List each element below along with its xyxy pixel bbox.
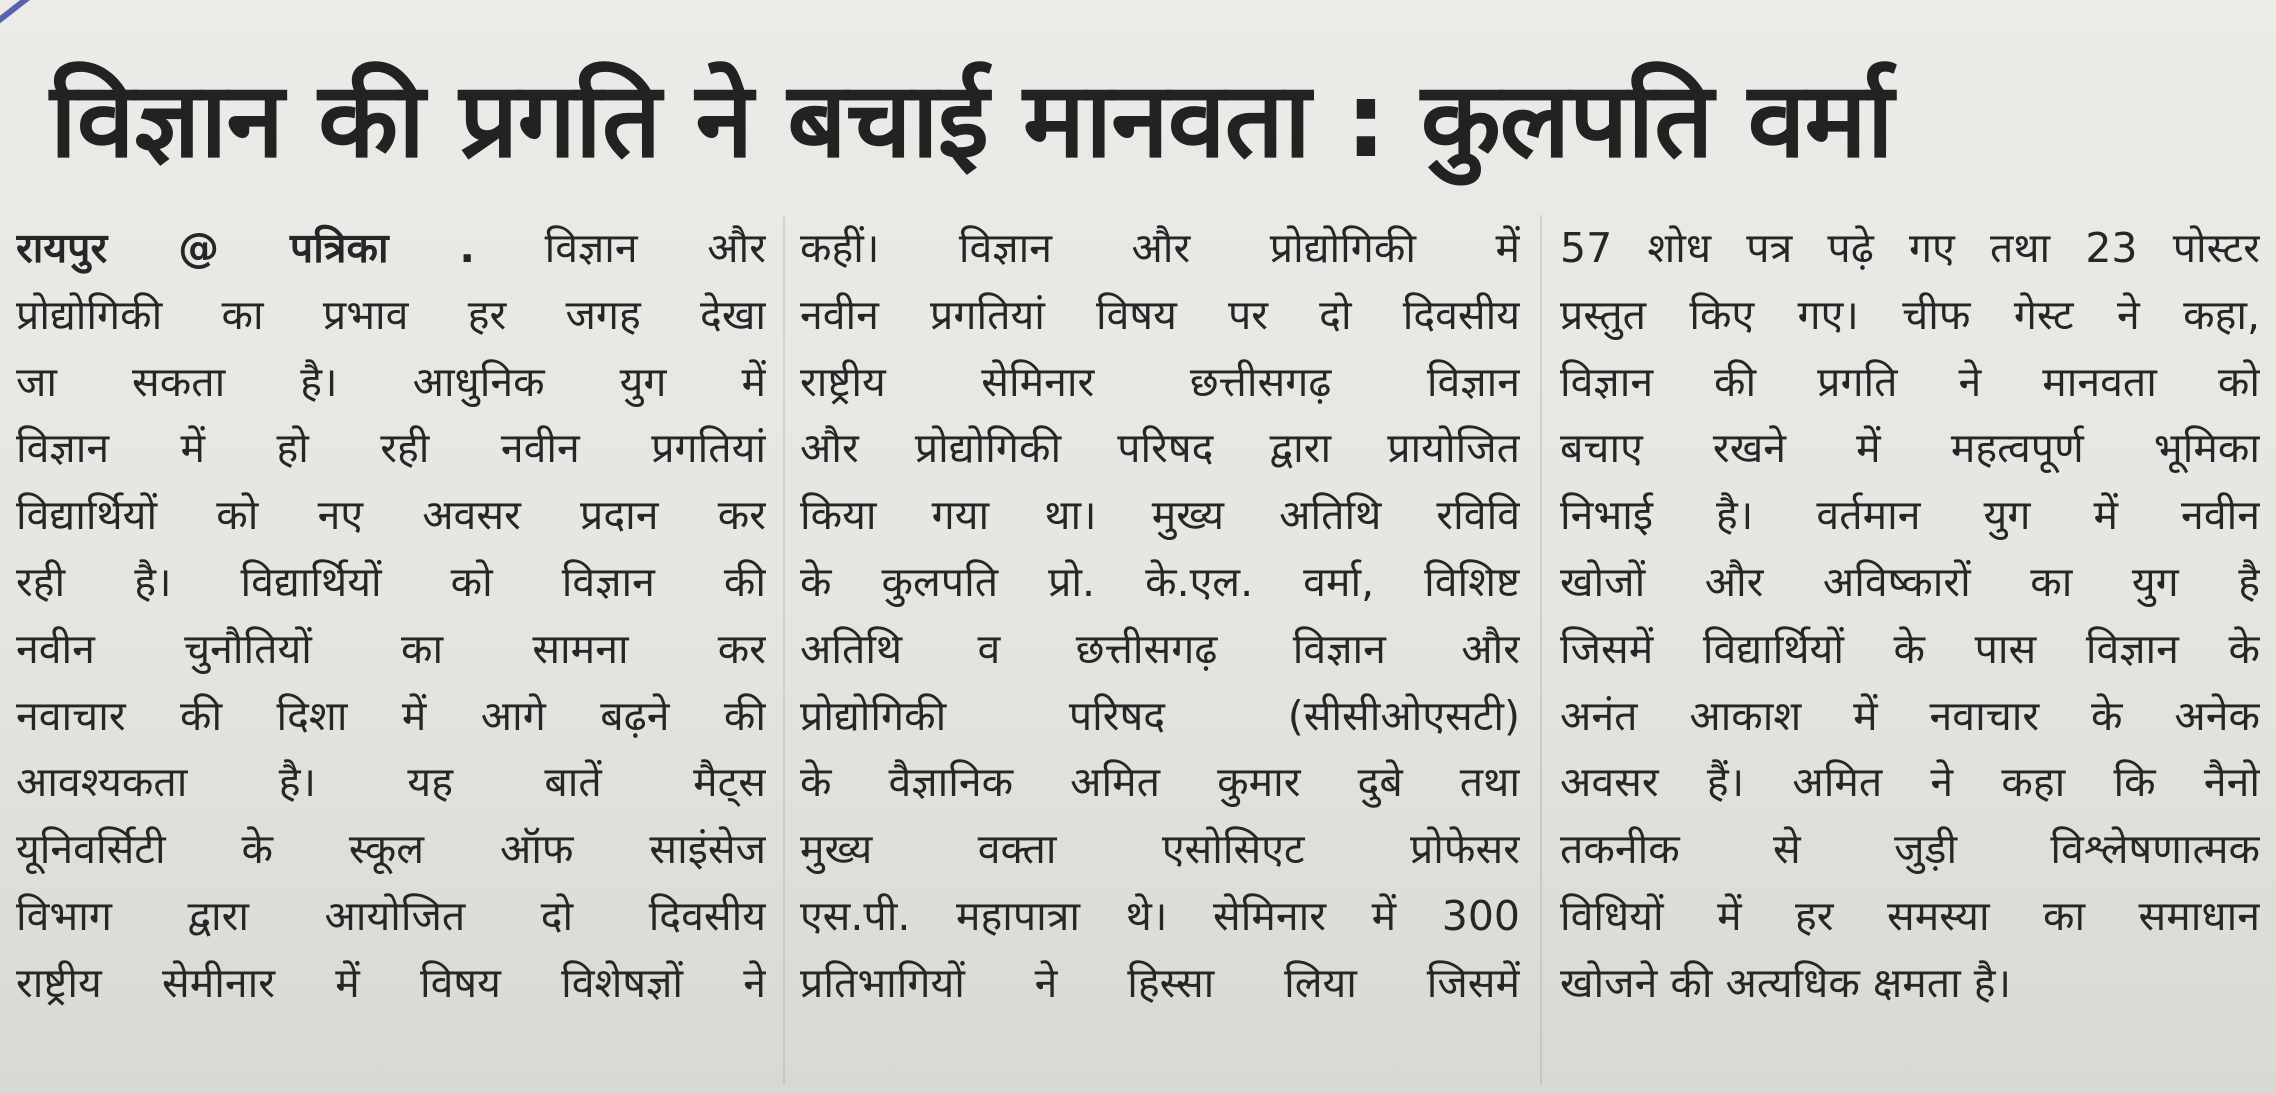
column-line: मुख्य वक्ता एसोसिएट प्रोफेसर bbox=[800, 825, 1520, 874]
column-line: जिसमें विद्यार्थियों के पास विज्ञान के bbox=[1560, 624, 2260, 673]
column-line: 57 शोध पत्र पढ़े गए तथा 23 पोस्टर bbox=[1560, 224, 2260, 272]
column-line bbox=[16, 215, 766, 282]
column-line: राष्ट्रीय सेमिनार छत्तीसगढ़ विज्ञान bbox=[800, 357, 1520, 406]
column-line-text: विज्ञान और bbox=[474, 224, 766, 272]
article-column-3 bbox=[1560, 215, 2260, 1085]
column-line: और प्रोद्योगिकी परिषद द्वारा प्रायोजित bbox=[800, 424, 1520, 473]
column-line: रही है। विद्यार्थियों को विज्ञान की bbox=[16, 557, 766, 606]
column-line: के वैज्ञानिक अमित कुमार दुबे तथा bbox=[800, 758, 1520, 807]
column-line: विधियों में हर समस्या का समाधान bbox=[1560, 891, 2260, 940]
article-column-2 bbox=[800, 215, 1520, 1085]
column-divider bbox=[1540, 215, 1542, 1085]
article-column-1 bbox=[16, 215, 766, 1085]
pen-mark bbox=[0, 0, 106, 45]
column-line: अतिथि व छत्तीसगढ़ विज्ञान और bbox=[800, 624, 1520, 673]
column-line: प्रस्तुत किए गए। चीफ गेस्ट ने कहा, bbox=[1560, 290, 2260, 339]
dateline: रायपुर @ पत्रिका . bbox=[16, 224, 475, 272]
column-line: तकनीक से जुड़ी विश्लेषणात्मक bbox=[1560, 825, 2260, 874]
headline: विज्ञान की प्रगति ने बचाई मानवता : कुलपति वर्मा bbox=[50, 59, 1893, 181]
column-line: खोजने की अत्यधिक क्षमता है। bbox=[1560, 958, 2012, 1007]
column-line: यूनिवर्सिटी के स्कूल ऑफ साइंसेज bbox=[16, 825, 766, 874]
column-line: प्रोद्योगिकी परिषद (सीसीओएसटी) bbox=[800, 691, 1520, 740]
column-line: किया गया था। मुख्य अतिथि रविवि bbox=[800, 491, 1520, 540]
column-line: खोजों और अविष्कारों का युग है bbox=[1560, 557, 2260, 606]
column-line: राष्ट्रीय सेमीनार में विषय विशेषज्ञों ने bbox=[16, 958, 766, 1007]
column-line: विज्ञान की प्रगति ने मानवता को bbox=[1560, 357, 2260, 406]
column-line: के कुलपति प्रो. के.एल. वर्मा, विशिष्ट bbox=[800, 557, 1520, 606]
column-line: निभाई है। वर्तमान युग में नवीन bbox=[1560, 491, 2260, 540]
column-line: जा सकता है। आधुनिक युग में bbox=[16, 357, 766, 406]
column-line: नवीन प्रगतियां विषय पर दो दिवसीय bbox=[800, 290, 1520, 339]
column-line: प्रतिभागियों ने हिस्सा लिया जिसमें bbox=[800, 958, 1520, 1007]
column-line: बचाए रखने में महत्वपूर्ण भूमिका bbox=[1560, 424, 2260, 473]
column-line: प्रोद्योगिकी का प्रभाव हर जगह देखा bbox=[16, 290, 766, 339]
column-line: विभाग द्वारा आयोजित दो दिवसीय bbox=[16, 891, 766, 940]
column-line: कहीं। विज्ञान और प्रोद्योगिकी में bbox=[800, 224, 1520, 272]
column-line: आवश्यकता है। यह बातें मैट्स bbox=[16, 758, 766, 807]
column-line: अनंत आकाश में नवाचार के अनेक bbox=[1560, 691, 2260, 740]
column-line: नवीन चुनौतियों का सामना कर bbox=[16, 624, 766, 673]
column-line: एस.पी. महापात्रा थे। सेमिनार में 300 bbox=[800, 891, 1520, 940]
column-line: विज्ञान में हो रही नवीन प्रगतियां bbox=[16, 424, 766, 473]
column-line: विद्यार्थियों को नए अवसर प्रदान कर bbox=[16, 491, 766, 540]
column-divider bbox=[783, 215, 785, 1085]
column-line: अवसर हैं। अमित ने कहा कि नैनो bbox=[1560, 758, 2260, 807]
column-line: नवाचार की दिशा में आगे बढ़ने की bbox=[16, 691, 766, 740]
